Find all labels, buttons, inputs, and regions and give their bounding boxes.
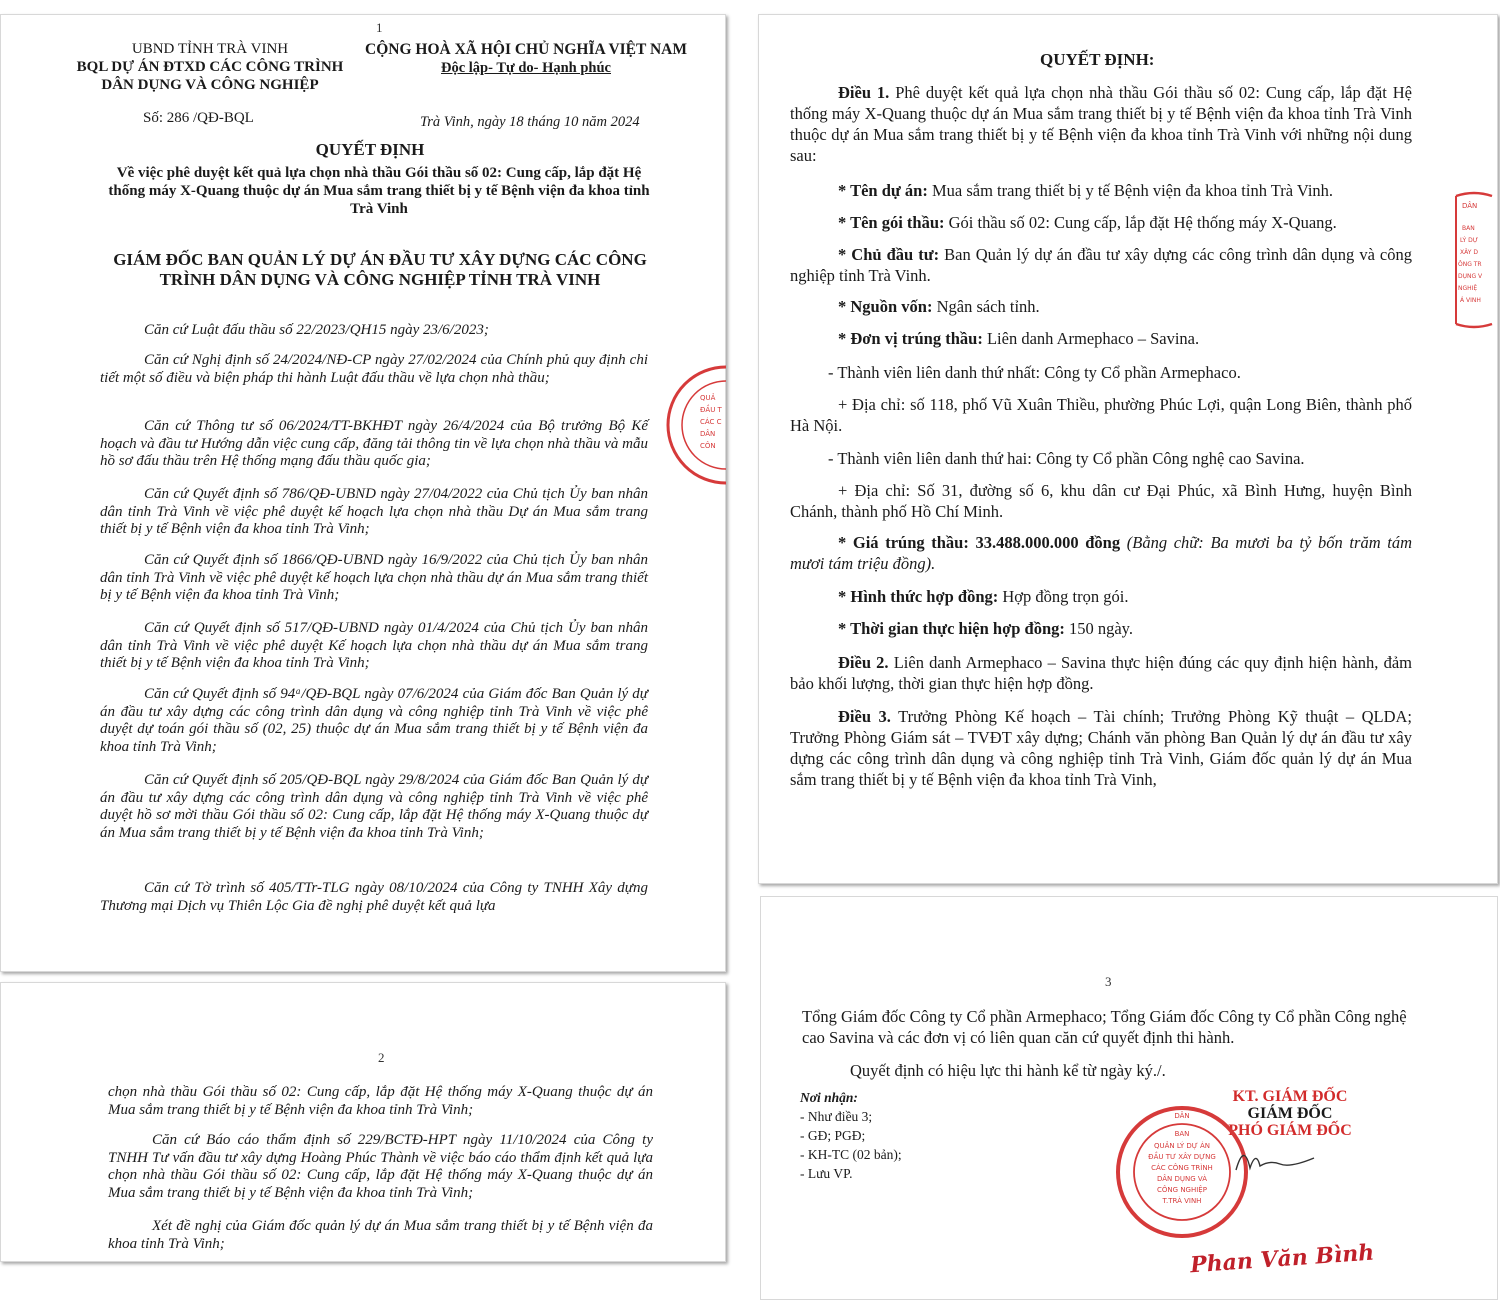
basis-item xyxy=(100,552,648,605)
article-text: Phê duyệt kết quả lựa chọn nhà thầu Gói thầu số 02: Cung cấp, lắp đặt Hệ thống máy X-Quang thuộc dự án Mua sắm trang thiết bị y tế Bệnh viện đa khoa tỉnh Trà Vinh thuộc dự án Mua sắm trang thiết bị y tế Bệnh viện đa khoa tỉnh Trà Vinh với những nội dung sau: xyxy=(790,83,1412,165)
basis-text: Căn cứ Thông tư số 06/2024/TT-BKHĐT ngày 26/4/2024 của Bộ trưởng Bộ Kế hoạch và đầu tư Hướng dẫn việc cung cấp, đăng tải thông tin về lựa chọn nhà thầu và mẫu hồ sơ đấu thầu trên Hệ thống mạng đấu thầu quốc gia; xyxy=(100,418,648,469)
svg-text:DÂN: DÂN xyxy=(1174,1112,1190,1120)
field-label: * Thời gian thực hiện hợp đồng: xyxy=(838,619,1065,638)
article-label: Điều 2. xyxy=(838,653,889,672)
svg-text:LÝ DỰ: LÝ DỰ xyxy=(1460,237,1478,244)
svg-text:XÂY D: XÂY D xyxy=(1460,249,1478,256)
issuing-authority: GIÁM ĐỐC BAN QUẢN LÝ DỰ ÁN ĐẦU TƯ XÂY DỰNG CÁC CÔNG TRÌNH DÂN DỤNG VÀ CÔNG NGHIỆP TỈNH TRÀ VINH xyxy=(113,250,647,289)
agency-line-1: UBND TỈNH TRÀ VINH xyxy=(131,41,289,57)
basis-text: Căn cứ Quyết định số 786/QĐ-UBND ngày 27/04/2022 của Chủ tịch Ủy ban nhân dân tỉnh Trà Vinh về việc phê duyệt kế hoạch lựa chọn nhà thầu Dự án Mua sắm trang thiết bị y tế Bệnh viện đa khoa tỉnh Trà Vinh; xyxy=(100,486,648,537)
svg-text:NGHIỆ: NGHIỆ xyxy=(1458,285,1478,292)
svg-text:CÔNG NGHIỆP: CÔNG NGHIỆP xyxy=(1157,1186,1207,1194)
decision-heading: QUYẾT ĐỊNH: xyxy=(1040,50,1155,69)
basis-item xyxy=(100,486,648,539)
basis-item xyxy=(108,1218,653,1253)
field-label: * Tên dự án: xyxy=(838,181,928,200)
article-text: Trưởng Phòng Kế hoạch – Tài chính; Trưởng Phòng Kỹ thuật – QLDA; Trưởng Phòng Giám sát – TVĐT xây dựng; Chánh văn phòng Ban Quản lý dự án đầu tư xây dựng các công trình dân dụng và công nghiệp tỉnh Trà Vinh, Giám đốc quản lý dự án Mua sắm trang thiết bị y tế Bệnh viện đa khoa tỉnh Trà Vinh, xyxy=(790,707,1413,789)
member-2 xyxy=(790,448,1412,469)
basis-item xyxy=(100,686,648,756)
svg-text:CÁC C: CÁC C xyxy=(700,418,722,426)
field-winner xyxy=(790,328,1412,349)
director-label: GIÁM ĐỐC xyxy=(1247,1105,1333,1122)
margin-seal-stamp xyxy=(660,360,726,490)
address-text: + Địa chỉ: số 118, phố Vũ Xuân Thiều, phường Phúc Lợi, quận Long Biên, thành phố Hà Nội. xyxy=(790,395,1412,435)
signer-name: Phan Văn Bình xyxy=(1189,1239,1376,1279)
margin-seal-stamp xyxy=(1454,190,1494,330)
effective-text xyxy=(802,1060,1422,1081)
agency-header xyxy=(60,40,360,94)
field-fund xyxy=(790,296,1412,317)
basis-text: Căn cứ Nghị định số 24/2024/NĐ-CP ngày 27/02/2024 của Chính phủ quy định chi tiết một số điều và biện pháp thi hành Luật đấu thầu về lựa chọn nhà thầu; xyxy=(100,352,648,386)
svg-text:BAN: BAN xyxy=(1174,1130,1190,1138)
nation-line-1: CỘNG HOÀ XÃ HỘI CHỦ NGHĨA VIỆT NAM xyxy=(365,41,687,58)
field-duration xyxy=(790,618,1412,639)
address-text: + Địa chỉ: Số 31, đường số 6, khu dân cư Đại Phúc, xã Bình Hưng, huyện Bình Chánh, thành phố Hồ Chí Minh. xyxy=(790,481,1412,521)
national-header xyxy=(356,40,696,78)
basis-item xyxy=(100,352,648,387)
svg-text:CÔN: CÔN xyxy=(700,442,716,450)
kt-label: KT. GIÁM ĐỐC xyxy=(1232,1088,1348,1105)
page-number: 1 xyxy=(376,20,383,35)
svg-text:QUẢ: QUẢ xyxy=(700,394,716,402)
svg-text:DÂN DỤNG VÀ: DÂN DỤNG VÀ xyxy=(1156,1175,1208,1183)
basis-text: Xét đề nghị của Giám đốc quản lý dự án Mua sắm trang thiết bị y tế Bệnh viện đa khoa tỉnh Trà Vinh; xyxy=(108,1218,653,1252)
recipients-title: Nơi nhận: xyxy=(800,1090,858,1105)
field-value: Hợp đồng trọn gói. xyxy=(1002,587,1129,606)
basis-text: Căn cứ Luật đấu thầu số 22/2023/QH15 ngày 23/6/2023; xyxy=(144,322,489,338)
deputy-label: PHÓ GIÁM ĐỐC xyxy=(1228,1122,1352,1139)
basis-text: Căn cứ Quyết định số 517/QĐ-UBND ngày 01/4/2024 của Chủ tịch Ủy ban nhân dân tỉnh Trà Vinh về việc phê duyệt Kế hoạch lựa chọn nhà thầu dự án Mua sắm trang thiết bị y tế Bệnh viện đa khoa tỉnh Trà Vinh; xyxy=(100,620,648,671)
svg-text:ĐẦU T: ĐẦU T xyxy=(700,406,722,414)
svg-text:ÔNG TR: ÔNG TR xyxy=(1458,261,1482,268)
field-value: Ngân sách tỉnh. xyxy=(936,297,1040,316)
field-label: * Hình thức hợp đồng: xyxy=(838,587,999,606)
field-value: Liên danh Armephaco – Savina. xyxy=(986,329,1200,348)
field-owner xyxy=(790,244,1412,286)
field-value: Gói thầu số 02: Cung cấp, lắp đặt Hệ thống máy X-Quang. xyxy=(948,213,1337,232)
basis-item xyxy=(100,418,648,471)
basis-item xyxy=(100,772,648,842)
basis-item xyxy=(100,322,648,340)
member-1-address xyxy=(790,394,1412,436)
member-1 xyxy=(790,362,1412,383)
svg-text:CÁC CÔNG TRÌNH: CÁC CÔNG TRÌNH xyxy=(1151,1164,1213,1172)
field-label: * Giá trúng thầu: 33.488.000.000 đồng xyxy=(838,533,1121,552)
basis-text: Căn cứ Quyết định số 1866/QĐ-UBND ngày 16/9/2022 của Chủ tịch Ủy ban nhân dân tỉnh Trà Vinh về việc phê duyệt kế hoạch lựa chọn nhà thầu dự án Mua sắm trang thiết bị y tế Bệnh viện đa khoa tỉnh Trà Vinh; xyxy=(100,552,648,603)
article-3 xyxy=(790,706,1412,790)
handwritten-signature xyxy=(1230,1140,1320,1180)
basis-text: Căn cứ Báo cáo thẩm định số 229/BCTĐ-HPT ngày 11/10/2024 của Công ty TNHH Tư vấn đầu tư xây dựng Hoàng Phúc Thành về việc báo cáo thẩm định kết quả lựa chọn nhà thầu Gói thầu số 02: Cung cấp, lắp đặt Hệ thống máy X-Quang thuộc dự án Mua sắm trang thiết bị y tế Bệnh viện đa khoa tỉnh Trà Vinh; xyxy=(108,1132,653,1201)
svg-text:QUẢN LÝ DỰ ÁN: QUẢN LÝ DỰ ÁN xyxy=(1154,1142,1210,1150)
svg-text:Á VINH: Á VINH xyxy=(1460,297,1481,304)
article-label: Điều 3. xyxy=(838,707,891,726)
document-number: Số: 286 /QĐ-BQL xyxy=(143,110,254,126)
agency-line-2: BQL DỰ ÁN ĐTXD CÁC CÔNG TRÌNH xyxy=(76,59,344,75)
member-2-address xyxy=(790,480,1412,522)
svg-text:BAN: BAN xyxy=(1462,225,1475,232)
document-date: Trà Vinh, ngày 18 tháng 10 năm 2024 xyxy=(420,114,640,130)
recipient-item: - GĐ; PGĐ; xyxy=(800,1128,866,1143)
recipient-item: - KH-TC (02 bản); xyxy=(800,1147,902,1162)
agency-line-3: DÂN DỤNG VÀ CÔNG NGHIỆP xyxy=(101,77,319,93)
svg-text:DÂN: DÂN xyxy=(700,430,716,438)
field-project xyxy=(790,180,1412,201)
recipient-item: - Như điều 3; xyxy=(800,1109,873,1124)
field-label: * Nguồn vốn: xyxy=(838,297,933,316)
decision-subject: Về việc phê duyệt kết quả lựa chọn nhà thầu Gói thầu số 02: Cung cấp, lắp đặt Hệ thống máy X-Quang thuộc dự án Mua sắm trang thiết bị y tế Bệnh viện đa khoa tỉnh Trà Vinh xyxy=(108,165,650,217)
article-label: Điều 1. xyxy=(838,83,890,102)
article-text: Liên danh Armephaco – Savina thực hiện đúng các quy định hiện hành, đảm bảo khối lượng, thời gian thực hiện hợp đồng. xyxy=(790,653,1412,693)
field-label: * Chủ đầu tư: xyxy=(838,245,940,264)
page-number: 2 xyxy=(378,1050,385,1065)
basis-text: Căn cứ Tờ trình số 405/TTr-TLG ngày 08/10/2024 của Công ty TNHH Xây dựng Thương mại Dịch vụ Thiên Lộc Gia đề nghị phê duyệt kết quả lựa xyxy=(100,880,648,914)
basis-text: Căn cứ Quyết định số 205/QĐ-BQL ngày 29/8/2024 của Giám đốc Ban Quản lý dự án đầu tư xây dựng các công trình dân dụng và công nghiệp tỉnh Trà Vinh về việc phê duyệt hồ sơ mời thầu Gói thầu số 02: Cung cấp, lắp đặt Hệ thống máy X-Quang thuộc dự án Mua sắm trang thiết bị y tế Bệnh viện đa khoa tỉnh Trà Vinh; xyxy=(100,772,648,841)
field-value: Ban Quản lý dự án đầu tư xây dựng các công trình dân dụng và công nghiệp tỉnh Trà Vinh. xyxy=(790,245,1413,285)
basis-continuation: chọn nhà thầu Gói thầu số 02: Cung cấp, lắp đặt Hệ thống máy X-Quang thuộc dự án Mua sắm trang thiết bị y tế Bệnh viện đa khoa tỉnh Trà Vinh; xyxy=(108,1084,653,1118)
svg-text:DỤNG V: DỤNG V xyxy=(1458,273,1483,280)
execution-text: Tổng Giám đốc Công ty Cổ phần Armephaco; Tổng Giám đốc Công ty Cổ phần Công nghệ cao Savina và các đơn vị có liên quan căn cứ quyết định thi hành. xyxy=(802,1007,1407,1047)
field-value: Mua sắm trang thiết bị y tế Bệnh viện đa khoa tỉnh Trà Vinh. xyxy=(931,181,1334,200)
basis-item xyxy=(108,1132,653,1202)
decision-title: QUYẾT ĐỊNH xyxy=(315,140,425,159)
recipient-item: - Lưu VP. xyxy=(800,1166,853,1181)
price-in-words: (Bằng chữ: Ba mươi ba tỷ bốn trăm tám mươi tám triệu đồng). xyxy=(790,533,1412,573)
field-label: * Tên gói thầu: xyxy=(838,213,945,232)
effective-clause: Quyết định có hiệu lực thi hành kể từ ngày ký./. xyxy=(850,1061,1166,1080)
basis-item xyxy=(100,620,648,673)
page-number: 3 xyxy=(1105,974,1112,989)
article-1 xyxy=(790,82,1412,166)
field-contract-type xyxy=(790,586,1412,607)
svg-text:ĐẦU TƯ XÂY DỰNG: ĐẦU TƯ XÂY DỰNG xyxy=(1148,1153,1216,1161)
svg-text:T.TRÀ VINH: T.TRÀ VINH xyxy=(1162,1197,1202,1205)
recipients-block xyxy=(800,1088,902,1183)
member-text: - Thành viên liên danh thứ hai: Công ty Cổ phần Công nghệ cao Savina. xyxy=(828,449,1305,468)
field-label: * Đơn vị trúng thầu: xyxy=(838,329,983,348)
nation-motto: Độc lập- Tự do- Hạnh phúc xyxy=(441,60,611,76)
svg-text:DÂN: DÂN xyxy=(1462,202,1478,210)
basis-text: Căn cứ Quyết định số 94ᵃ/QĐ-BQL ngày 07/6/2024 của Giám đốc Ban Quản lý dự án đầu tư xây dựng các công trình dân dụng và công nghiệp tỉnh Trà Vinh về việc phê duyệt dự toán gói thầu số (02, 25) thuộc dự án Mua sắm trang thiết bị y tế Bệnh viện đa khoa tỉnh Trà Vinh; xyxy=(100,686,648,755)
basis-item xyxy=(100,880,648,915)
field-package xyxy=(790,212,1412,233)
member-text: - Thành viên liên danh thứ nhất: Công ty Cổ phần Armephaco. xyxy=(828,363,1241,382)
article-2 xyxy=(790,652,1412,694)
field-price xyxy=(790,532,1412,574)
field-value: 150 ngày. xyxy=(1068,619,1133,638)
